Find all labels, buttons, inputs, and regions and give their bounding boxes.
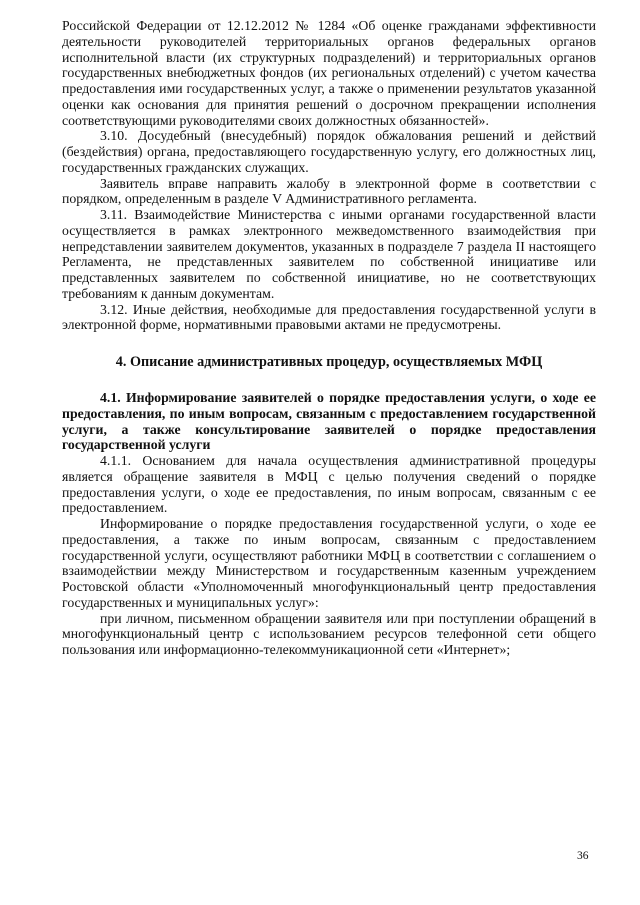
paragraph-continuation: Российской Федерации от 12.12.2012 № 1284 «Об оценке гражданами эффективности деятельности руководителей территориальных органов федеральных органов исполнительной власти (их структурных подразделений) и территориальных органов государственных внебюджетных фондов (их региональных отделений) с учетом качества предоставления ими государственных услуг, а также о применении результатов указанной оценки как основания для принятия решений о досрочном прекращении исполнения соответствующими руководителями своих должностных обязанностей».	[62, 18, 596, 128]
paragraph-informing: Информирование о порядке предоставления государственной услуги, о ходе ее предоставления, а также по иным вопросам, связанным с предоставлением государственной услуги, осуществляют работники МФЦ в соответствии с соглашением о взаимодействии между Министерством и государственным казенным учреждением Ростовской области «Уполномоченный многофункциональный центр предоставления государственных и муниципальных услуг»:	[62, 516, 596, 610]
section-heading: 4. Описание административных процедур, осуществляемых МФЦ	[115, 354, 543, 370]
paragraph-3-10: 3.10. Досудебный (внесудебный) порядок обжалования решений и действий (бездействия) органа, предоставляющего государственную услугу, его должностных лиц, государственных гражданских служащих.	[62, 128, 596, 175]
paragraph-3-11: 3.11. Взаимодействие Министерства с иными органами государственной власти осуществляется в рамках электронного межведомственного взаимодействия при непредставлении заявителем документов, указанных в подразделе 7 раздела II настоящего Регламента, не представленных заявителем по собственной инициативе или представленных заявителем по собственной инициативе, но не соответствующих требованиям к данным документам.	[62, 207, 596, 301]
page-body	[62, 18, 596, 658]
page-number: 36	[577, 850, 589, 862]
paragraph-personal-appeal: при личном, письменном обращении заявителя или при поступлении обращений в многофункциональный центр с использованием ресурсов телефонной сети общего пользования или информационно-телекоммуникационной сети «Интернет»;	[62, 610, 596, 657]
paragraph-4-1-1: 4.1.1. Основанием для начала осуществления административной процедуры является обращение заявителя в МФЦ с целью получения сведений о порядке предоставления услуги, о ходе ее предоставления, по иным вопросам, связанным с ее предоставлением.	[62, 453, 596, 516]
spacer	[62, 333, 596, 354]
paragraph-applicant-complaint: Заявитель вправе направить жалобу в электронной форме в соответствии с порядком, определенным в разделе V Административного регламента.	[62, 175, 596, 207]
subsection-heading: 4.1. Информирование заявителей о порядке предоставления услуги, о ходе ее предоставления, по иным вопросам, связанным с предоставлением государственной услуги, а также консультирование заявителей о порядке предоставления государственной услуги	[62, 390, 596, 453]
spacer	[62, 370, 596, 390]
paragraph-3-12: 3.12. Иные действия, необходимые для предоставления государственной услуги в электронной форме, нормативными правовыми актами не предусмотрены.	[62, 301, 596, 333]
